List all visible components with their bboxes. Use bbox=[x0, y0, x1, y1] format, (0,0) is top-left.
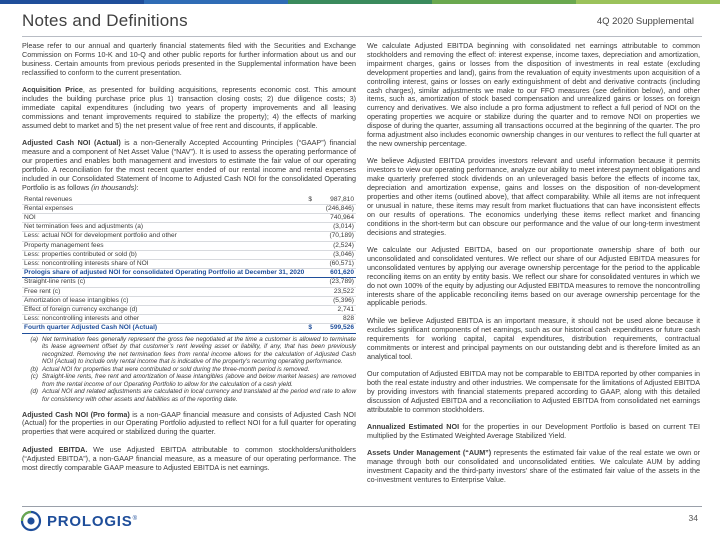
logo-mark-icon bbox=[18, 510, 44, 532]
logo-wordmark bbox=[47, 513, 138, 530]
definition-text: represents the estimated fair value of the real estate we own or manage through both our consolidated and unconsolidated entities. We calculate AUM by adding investment Capacity and the third-party investors’ share of the estimated fair value of the assets in the co-investment ventures to Enterprise Value. bbox=[367, 448, 700, 484]
definition-end: : bbox=[136, 182, 139, 192]
row-value: (60,571) bbox=[316, 260, 356, 269]
top-bar-segment bbox=[288, 0, 432, 4]
ebitda-comparability-paragraph: Our computation of Adjusted EBITDA may not be comparable to EBITDA reported by other companies in both the real estate industry and other industries. We compensate for the limitations of Adjusted EBITDA by providing investors with financial statements prepared according to GAAP, along with this detailed discussion of Adjusted EBITDA and a reconciliation to Adjusted EBITDA from consolidated net earnings attributable to common stockholders. bbox=[367, 368, 700, 414]
top-bar-segment bbox=[432, 0, 576, 4]
page-title: Notes and Definitions bbox=[22, 11, 188, 30]
adjusted-cash-noi-actual-definition bbox=[22, 139, 356, 192]
table-row bbox=[22, 232, 356, 241]
definition-term: Annualized Estimated NOI bbox=[367, 421, 460, 431]
row-value: (246,846) bbox=[316, 204, 356, 213]
table-row bbox=[22, 324, 356, 333]
currency-symbol bbox=[306, 269, 316, 278]
table-row bbox=[22, 250, 356, 259]
annualized-estimated-noi-definition bbox=[367, 423, 700, 441]
row-label: Fourth quarter Adjusted Cash NOI (Actual) bbox=[22, 324, 306, 333]
row-value: 601,620 bbox=[316, 269, 356, 278]
top-bar-segment bbox=[0, 0, 144, 4]
row-value: 828 bbox=[316, 315, 356, 324]
footnote-text: Actual NOI for properties that were contributed or sold during the three-month period is removed. bbox=[42, 365, 310, 373]
row-label: Less: noncontrolling interests share of NOI bbox=[22, 260, 306, 269]
row-label: Prologis share of adjusted NOI for consolidated Operating Portfolio at December 31, 2020 bbox=[24, 269, 305, 277]
table-row bbox=[22, 269, 356, 278]
currency-symbol bbox=[306, 214, 316, 223]
row-value: (3,014) bbox=[316, 223, 356, 232]
noi-reconciliation-table bbox=[22, 196, 356, 334]
ebitda-usefulness-paragraph: We believe Adjusted EBITDA provides investors relevant and useful information because it permits investors to view our operating performance, analyze our ability to meet interest payment obligations and make quarterly preferred stock dividends on an unleveraged basis before the effects of income tax, depreciation and amortization expense, gains and losses on the disposition of non-development properties and other items (outlined above), that affect comparability. While all items are not infrequent or unusual in nature, these items may result from market fluctuations that can have inconsistent effects on our results of operations. The economics underlying these items reflect market and financing conditions in the short-term but can obscure our performance and the value of our long-term investment decisions and strategies. bbox=[367, 156, 700, 237]
table-row bbox=[22, 296, 356, 305]
units-note: (in thousands) bbox=[89, 182, 137, 192]
currency-symbol: $ bbox=[306, 324, 316, 333]
top-bar-segment bbox=[144, 0, 288, 4]
definition-text: , as presented for building acquisitions, represents economic cost. This amount includes the building purchase price plus 1) transaction closing costs; 2) due diligence costs; 3) immediate capital expenditures (including two years of property improvements and all leasing commissions and tenant improvements required to stabilize the property); 4) the effects of marking assumed debt to market and 5) the net present value of free rent and discounts, if applicable. bbox=[22, 85, 356, 130]
footnote bbox=[22, 366, 356, 374]
definition-term: Adjusted Cash NOI (Actual) bbox=[22, 138, 121, 148]
row-value: (5,396) bbox=[316, 296, 356, 305]
footnote-label: (c) bbox=[30, 373, 38, 381]
definition-text: is a non-GAAP financial measure and consists of Adjusted Cash NOI (Actual) for the properties in our Operating Portfolio adjusted to reflect NOI for a full quarter for operating properties that were acquired or stabilized during the quarter. bbox=[22, 409, 356, 437]
row-value: (3,046) bbox=[316, 250, 356, 259]
footnote bbox=[22, 336, 356, 366]
row-label: Less: noncontrolling interests and other bbox=[22, 315, 306, 324]
currency-symbol bbox=[306, 241, 316, 250]
row-label: Free rent (c) bbox=[22, 287, 306, 296]
definition-term: Acquisition Price bbox=[22, 85, 83, 95]
footnote-label: (d) bbox=[30, 388, 38, 396]
table-row bbox=[22, 223, 356, 232]
page-number: 34 bbox=[688, 513, 698, 523]
row-label: Amortization of lease intangibles (c) bbox=[22, 296, 306, 305]
table-row bbox=[22, 196, 356, 205]
table-row bbox=[22, 241, 356, 250]
currency-symbol: $ bbox=[306, 196, 316, 205]
aum-definition bbox=[367, 449, 700, 485]
row-label: Straight-line rents (c) bbox=[22, 278, 306, 287]
currency-symbol bbox=[306, 306, 316, 315]
header-divider bbox=[22, 36, 702, 37]
table-footnotes bbox=[22, 336, 356, 404]
logo-text: PROLOGIS bbox=[47, 512, 133, 530]
currency-symbol bbox=[306, 278, 316, 287]
currency-symbol bbox=[306, 250, 316, 259]
row-value: 23,522 bbox=[316, 287, 356, 296]
footnote-text: Net termination fees generally represent the gross fee negotiated at the time a customer is allowed to terminate its lease agreement offset by that customer’s rent leveling asset or liability, if any, that has been previously recognized. Removing the net termination fees from rental income allows for the calculation of Adjusted Cash NOI (Actual) to include only rental income that is indicative of the property’s recurring operating performance. bbox=[42, 335, 356, 366]
row-label: Net termination fees and adjustments (a) bbox=[22, 223, 306, 232]
currency-symbol bbox=[306, 260, 316, 269]
currency-symbol bbox=[306, 296, 316, 305]
right-column bbox=[367, 42, 700, 493]
table-row bbox=[22, 287, 356, 296]
footnote-label: (b) bbox=[30, 365, 38, 373]
definition-text: is a non-Generally Accepted Accounting Principles (“GAAP”) financial measure and a component of Net Asset Value (“NAV”). It is used to assess the operating performance of our properties and enables both management and investors to estimate the fair value of our operating portfolio. A reconciliation for the most recent quarter ended of our rental income and rental expenses included in our Consolidated Statement of Income to Adjusted Cash NOI for the consolidated Operating Portfolio is as follows bbox=[22, 138, 356, 192]
footnote-text: Straight-line rents, free rent and amortization of lease intangibles (above and below market leases) are removed from the rental income of our Operating Portfolio to allow for the calculation of a cash yield. bbox=[42, 373, 356, 388]
currency-symbol bbox=[306, 315, 316, 324]
ebitda-limitations-paragraph: While we believe Adjusted EBITDA is an important measure, it should not be used alone because it excludes significant components of net earnings, such as our historical cash expenditures or future cash requirements for working capital, capital expenditures, distribution requirements, contractual commitments or interest and principal payments on our outstanding debt and is therefore limited as an analytical tool. bbox=[367, 315, 700, 361]
table-row bbox=[22, 204, 356, 213]
definition-term: Assets Under Management (“AUM”) bbox=[367, 448, 492, 458]
adjusted-cash-noi-pro-forma-definition bbox=[22, 411, 356, 438]
row-value: 740,964 bbox=[316, 214, 356, 223]
footer-divider bbox=[22, 506, 702, 507]
row-value: (70,189) bbox=[316, 232, 356, 241]
trademark-symbol: ® bbox=[132, 515, 138, 522]
definition-term: Adjusted Cash NOI (Pro forma) bbox=[22, 409, 130, 419]
acquisition-price-definition bbox=[22, 86, 356, 131]
currency-symbol bbox=[306, 232, 316, 241]
row-label: Property management fees bbox=[22, 241, 306, 250]
left-column bbox=[22, 42, 356, 481]
prologis-logo bbox=[18, 510, 138, 532]
row-value: 599,526 bbox=[316, 324, 356, 333]
table-row bbox=[22, 278, 356, 287]
currency-symbol bbox=[306, 204, 316, 213]
row-label: NOI bbox=[22, 214, 306, 223]
row-label: Less: properties contributed or sold (b) bbox=[22, 250, 306, 259]
top-color-bar bbox=[0, 0, 720, 4]
row-label: Rental revenues bbox=[22, 196, 306, 205]
top-bar-segment bbox=[576, 0, 720, 4]
row-label: Less: actual NOI for development portfolio and other bbox=[22, 232, 306, 241]
intro-paragraph: Please refer to our annual and quarterly financial statements filed with the Securities and Exchange Commission on Forms 10-K and 10-Q and other public reports for further information about us and our business. Certain amounts from previous periods presented in the Supplemental information have been reclassified to conform to the current presentation. bbox=[22, 41, 356, 77]
row-value: 2,741 bbox=[316, 306, 356, 315]
ebitda-ownership-paragraph: We calculate our Adjusted EBITDA, based on our proportionate ownership share of both our unconsolidated and consolidated ventures. We reflect our share of our Adjusted EBITDA measures for unconsolidated ventures by applying our average ownership percentage for the period to the applicable reconciling items on an entity by entity basis. We reflect our share for consolidated ventures in which we do not own 100% of the equity by adjusting our Adjusted EBITDA measures to remove the noncontrolling interests share of the applicable reconciling items based on our average ownership percentage for the applicable periods. bbox=[367, 245, 700, 308]
row-label: Rental expenses bbox=[22, 204, 306, 213]
footnote bbox=[22, 373, 356, 388]
table-row bbox=[22, 214, 356, 223]
definition-text: We use Adjusted EBITDA attributable to common stockholders/unitholders (“Adjusted EBITDA”), a non-GAAP financial measure, as a measure of our operating performance. The most directly comparable GAAP measure to Adjusted EBITDA is net earnings. bbox=[22, 444, 356, 472]
adjusted-ebitda-definition bbox=[22, 446, 356, 473]
footnote-label: (a) bbox=[30, 335, 38, 343]
definition-term: Adjusted EBITDA. bbox=[22, 444, 88, 454]
currency-symbol bbox=[306, 287, 316, 296]
report-subtitle: 4Q 2020 Supplemental bbox=[596, 16, 694, 27]
ebitda-calculation-paragraph: We calculate Adjusted EBITDA beginning with consolidated net earnings attributable to common stockholders and removing the effect of: interest expense, income taxes, depreciation and amortization, impairment charges, gains or losses from the disposition of investments in real estate (excluding development properties and land), gains from the revaluation of equity investments upon acquisition of a controlling interest, gains or losses on early extinguishment of debt and derivative contracts (including cash charges), similar adjustments we make to our FFO measures (see definition below), and other items, such as, amortization of stock based compensation and unrealized gains or losses on foreign currency and derivatives. We also include a pro forma adjustment to reflect a full period of NOI on the operating properties we acquire or stabilize during the quarter and to remove NOI on properties we dispose of during the quarter, assuming all transactions occurred at the beginning of the quarter. The pro forma adjustment also includes economic ownership changes in our ventures to reflect the full quarter at the new ownership percentage. bbox=[367, 41, 700, 148]
row-value: 987,810 bbox=[316, 196, 356, 205]
row-value: (2,524) bbox=[316, 241, 356, 250]
table-row bbox=[22, 315, 356, 324]
definition-text: for the properties in our Development Portfolio is based on current TEI multiplied by the Estimated Weighted Average Stabilized Yield. bbox=[367, 421, 700, 440]
row-value: (23,789) bbox=[316, 278, 356, 287]
footnote-text: Actual NOI and related adjustments are calculated in local currency and translated at the period end rate to allow for consistency with other assets and liabilities as of the reporting date. bbox=[42, 388, 356, 404]
table-row bbox=[22, 306, 356, 315]
table-row bbox=[22, 260, 356, 269]
row-label: Effect of foreign currency exchange (d) bbox=[22, 306, 306, 315]
footnote bbox=[22, 388, 356, 403]
currency-symbol bbox=[306, 223, 316, 232]
